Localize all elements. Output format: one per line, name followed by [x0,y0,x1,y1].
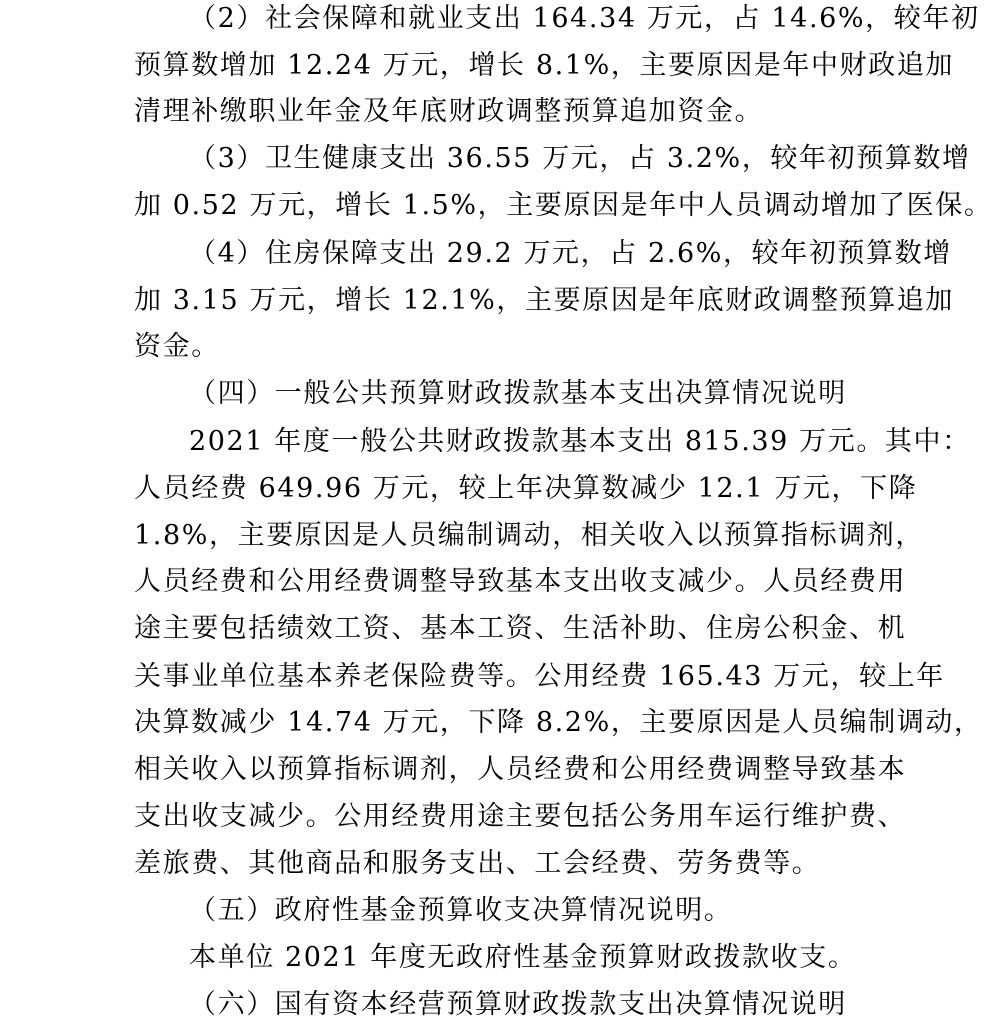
paragraph-4-line-2: 加 3.15 万元，增长 12.1%，主要原因是年底财政调整预算追加 [134,285,955,316]
paragraph-3-line-1: （3）卫生健康支出 36.55 万元，占 3.2%，较年初预算数增 [189,143,971,174]
section-heading-5: （五）政府性基金预算收支决算情况说明。 [189,895,733,926]
basic-expenditure-line-5: 途主要包括绩效工资、基本工资、生活补助、住房公积金、机 [134,613,907,644]
basic-expenditure-line-8: 相关收入以预算指标调剂，人员经费和公用经费调整导致基本 [134,754,907,785]
basic-expenditure-line-9: 支出收支减少。公用经费用途主要包括公务用车运行维护费、 [134,801,907,832]
basic-expenditure-line-2: 人员经费 649.96 万元，较上年决算数减少 12.1 万元，下降 [134,473,918,504]
paragraph-4-line-1: （4）住房保障支出 29.2 万元，占 2.6%，较年初预算数增 [189,238,952,269]
basic-expenditure-line-1: 2021 年度一般公共财政拨款基本支出 815.39 万元。其中： [189,426,971,457]
section-heading-6: （六）国有资本经营预算财政拨款支出决算情况说明 [189,989,847,1020]
basic-expenditure-line-10: 差旅费、其他商品和服务支出、工会经费、劳务费等。 [134,848,821,879]
paragraph-2-line-3: 清理补缴职业年金及年底财政调整预算追加资金。 [134,96,764,127]
paragraph-4-line-3: 资金。 [134,331,220,362]
basic-expenditure-line-7: 决算数减少 14.74 万元，下降 8.2%，主要原因是人员编制调动， [134,707,983,738]
section-heading-4: （四）一般公共预算财政拨款基本支出决算情况说明 [189,378,847,409]
fund-budget-statement: 本单位 2021 年度无政府性基金预算财政拨款收支。 [189,942,857,973]
basic-expenditure-line-3: 1.8%，主要原因是人员编制调动，相关收入以预算指标调剂， [134,520,924,551]
basic-expenditure-line-6: 关事业单位基本养老保险费等。公用经费 165.43 万元，较上年 [134,661,945,692]
paragraph-2-line-2: 预算数增加 12.24 万元，增长 8.1%，主要原因是年中财政追加 [134,50,955,81]
basic-expenditure-line-4: 人员经费和公用经费调整导致基本支出收支减少。人员经费用 [134,566,907,597]
paragraph-3-line-2: 加 0.52 万元，增长 1.5%，主要原因是年中人员调动增加了医保。 [134,190,993,221]
paragraph-2-line-1: （2）社会保障和就业支出 164.34 万元，占 14.6%，较年初 [189,3,980,34]
